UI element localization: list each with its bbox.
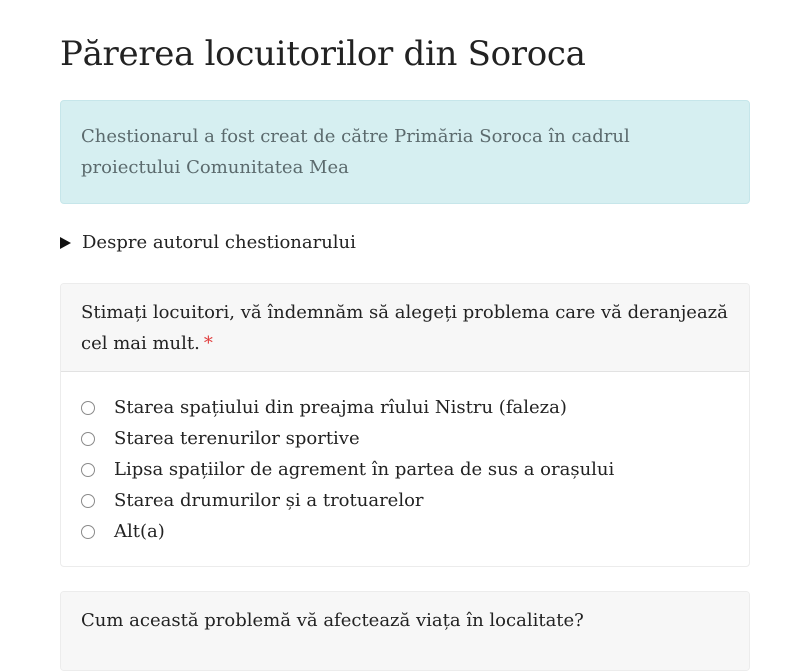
author-details-toggle[interactable] xyxy=(60,229,356,257)
author-details-label: Despre autorul chestionarului xyxy=(82,232,356,253)
radio-button[interactable] xyxy=(81,525,95,539)
question-header xyxy=(61,592,749,671)
radio-option-label: Alt(a) xyxy=(114,521,165,542)
radio-button[interactable] xyxy=(81,463,95,477)
radio-option-label: Starea spațiului din preajma rîului Nistru (faleza) xyxy=(114,397,567,418)
question-card-problem xyxy=(60,283,750,567)
radio-option[interactable] xyxy=(81,485,749,516)
question-header xyxy=(61,284,749,372)
question-text: Cum această problemă vă afectează viața în localitate? xyxy=(81,610,584,631)
radio-option[interactable] xyxy=(81,516,749,547)
radio-option-label: Lipsa spațiilor de agrement în partea de sus a orașului xyxy=(114,459,615,480)
disclosure-triangle-icon xyxy=(60,237,71,249)
radio-option[interactable] xyxy=(81,392,749,423)
radio-button[interactable] xyxy=(81,494,95,508)
radio-option-label: Starea terenurilor sportive xyxy=(114,428,360,449)
question-card-impact xyxy=(60,591,750,671)
radio-option[interactable] xyxy=(81,423,749,454)
info-alert xyxy=(60,100,750,204)
radio-button[interactable] xyxy=(81,432,95,446)
info-text: Chestionarul a fost creat de către Primăria Soroca în cadrul proiectului Comunitatea Mea xyxy=(81,126,630,178)
radio-option-label: Starea drumurilor și a trotuarelor xyxy=(114,490,424,511)
question-text: Stimați locuitori, vă îndemnăm să alegeți problema care vă deranjează cel mai mult. xyxy=(81,302,728,354)
required-marker: * xyxy=(203,333,213,354)
radio-option[interactable] xyxy=(81,454,749,485)
radio-button[interactable] xyxy=(81,401,95,415)
page-title: Părerea locuitorilor din Soroca xyxy=(60,34,586,74)
radio-group xyxy=(61,372,749,547)
